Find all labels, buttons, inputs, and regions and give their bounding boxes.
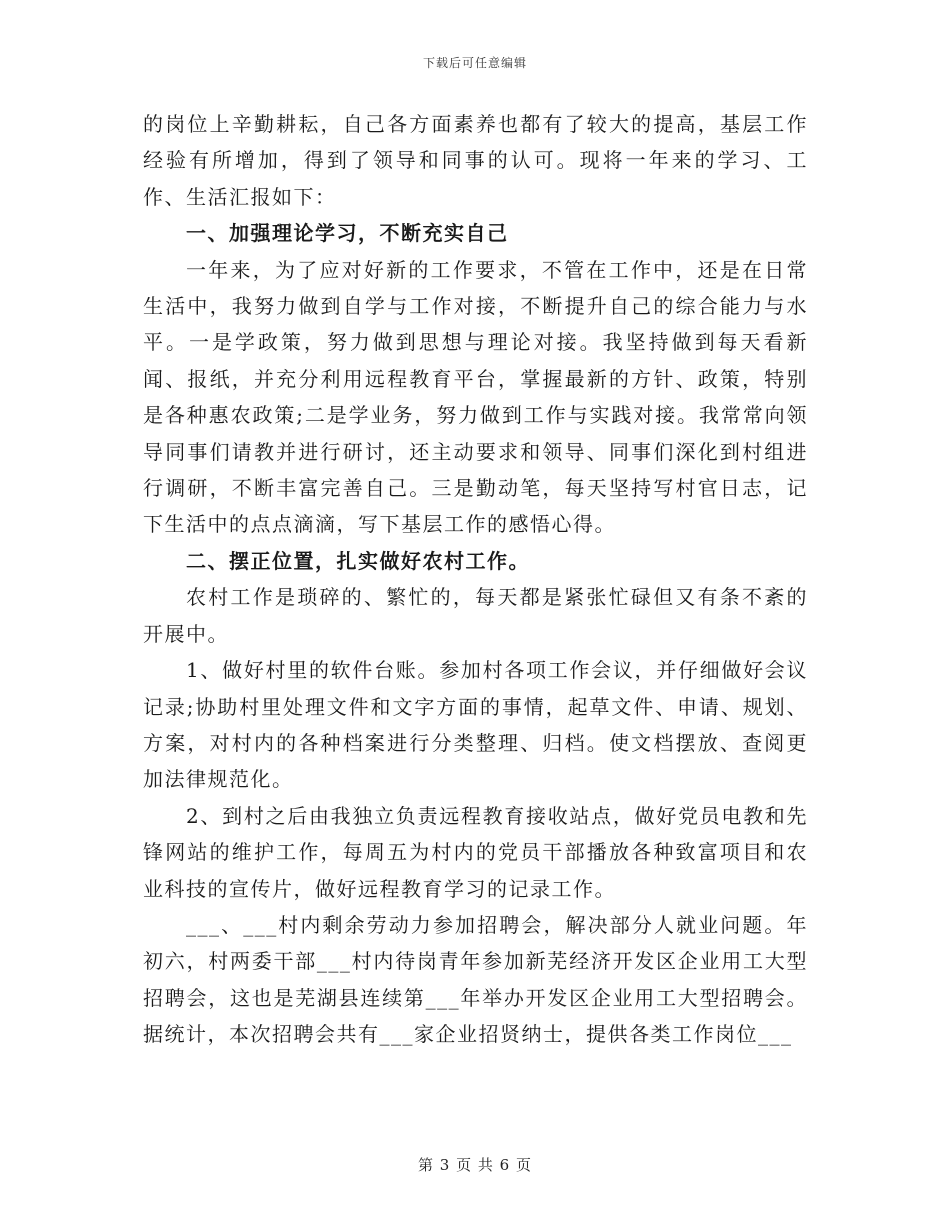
page-header: 下载后可任意编辑	[422, 56, 527, 70]
paragraph-study: 一年来，为了应对好新的工作要求，不管在工作中，还是在日常生活中，我努力做到自学与工作对接，不断提升自己的综合能力与水平。一是学政策，努力做到思想与理论对接。我坚持做到每天看新闻、报纸，并充分利用远程教育平台，掌握最新的方针、政策，特别是各种惠农政策;二是学业务，努力做到工作与实践对接。我常常向领导同事们请教并进行研讨，还主动要求和领导、同事们深化到村组进行调研，不断丰富完善自己。三是勤动笔，每天坚持写村官日志，记下生活中的点点滴滴，写下基层工作的感悟心得。	[143, 257, 808, 537]
paragraph-rural-work: 农村工作是琐碎的、繁忙的，每天都是紧张忙碌但又有条不紊的开展中。	[143, 585, 808, 646]
document-body	[143, 106, 808, 1053]
section-heading-2: 二、摆正位置，扎实做好农村工作。	[186, 548, 530, 573]
paragraph-item-1: 1、做好村里的软件台账。参加村各项工作会议，并仔细做好会议记录;协助村里处理文件和文字方面的事情，起草文件、申请、规划、方案，对村内的各种档案进行分类整理、归档。使文档摆放、查阅更加法律规范化。	[143, 658, 808, 792]
paragraph-intro-continued: 的岗位上辛勤耕耘，自己各方面素养也都有了较大的提高，基层工作经验有所增加，得到了领导和同事的认可。现将一年来的学习、工作、生活汇报如下：	[143, 112, 808, 209]
paragraph-item-3: ___、___村内剩余劳动力参加招聘会，解决部分人就业问题。年初六，村两委干部___村内待岗青年参加新芜经济开发区企业用工大型招聘会，这也是芜湖县连续第___年举办开发区企业用工大型招聘会。据统计，本次招聘会共有___家企业招贤纳士，提供各类工作岗位___	[143, 912, 808, 1047]
paragraph-item-2: 2、到村之后由我独立负责远程教育接收站点，做好党员电教和先锋网站的维护工作，每周五为村内的党员干部播放各种致富项目和农业科技的宣传片，做好远程教育学习的记录工作。	[143, 803, 808, 901]
section-heading-1: 一、加强理论学习，不断充实自己	[186, 221, 509, 246]
page-footer: 第 3 页 共 6 页	[418, 1156, 532, 1174]
